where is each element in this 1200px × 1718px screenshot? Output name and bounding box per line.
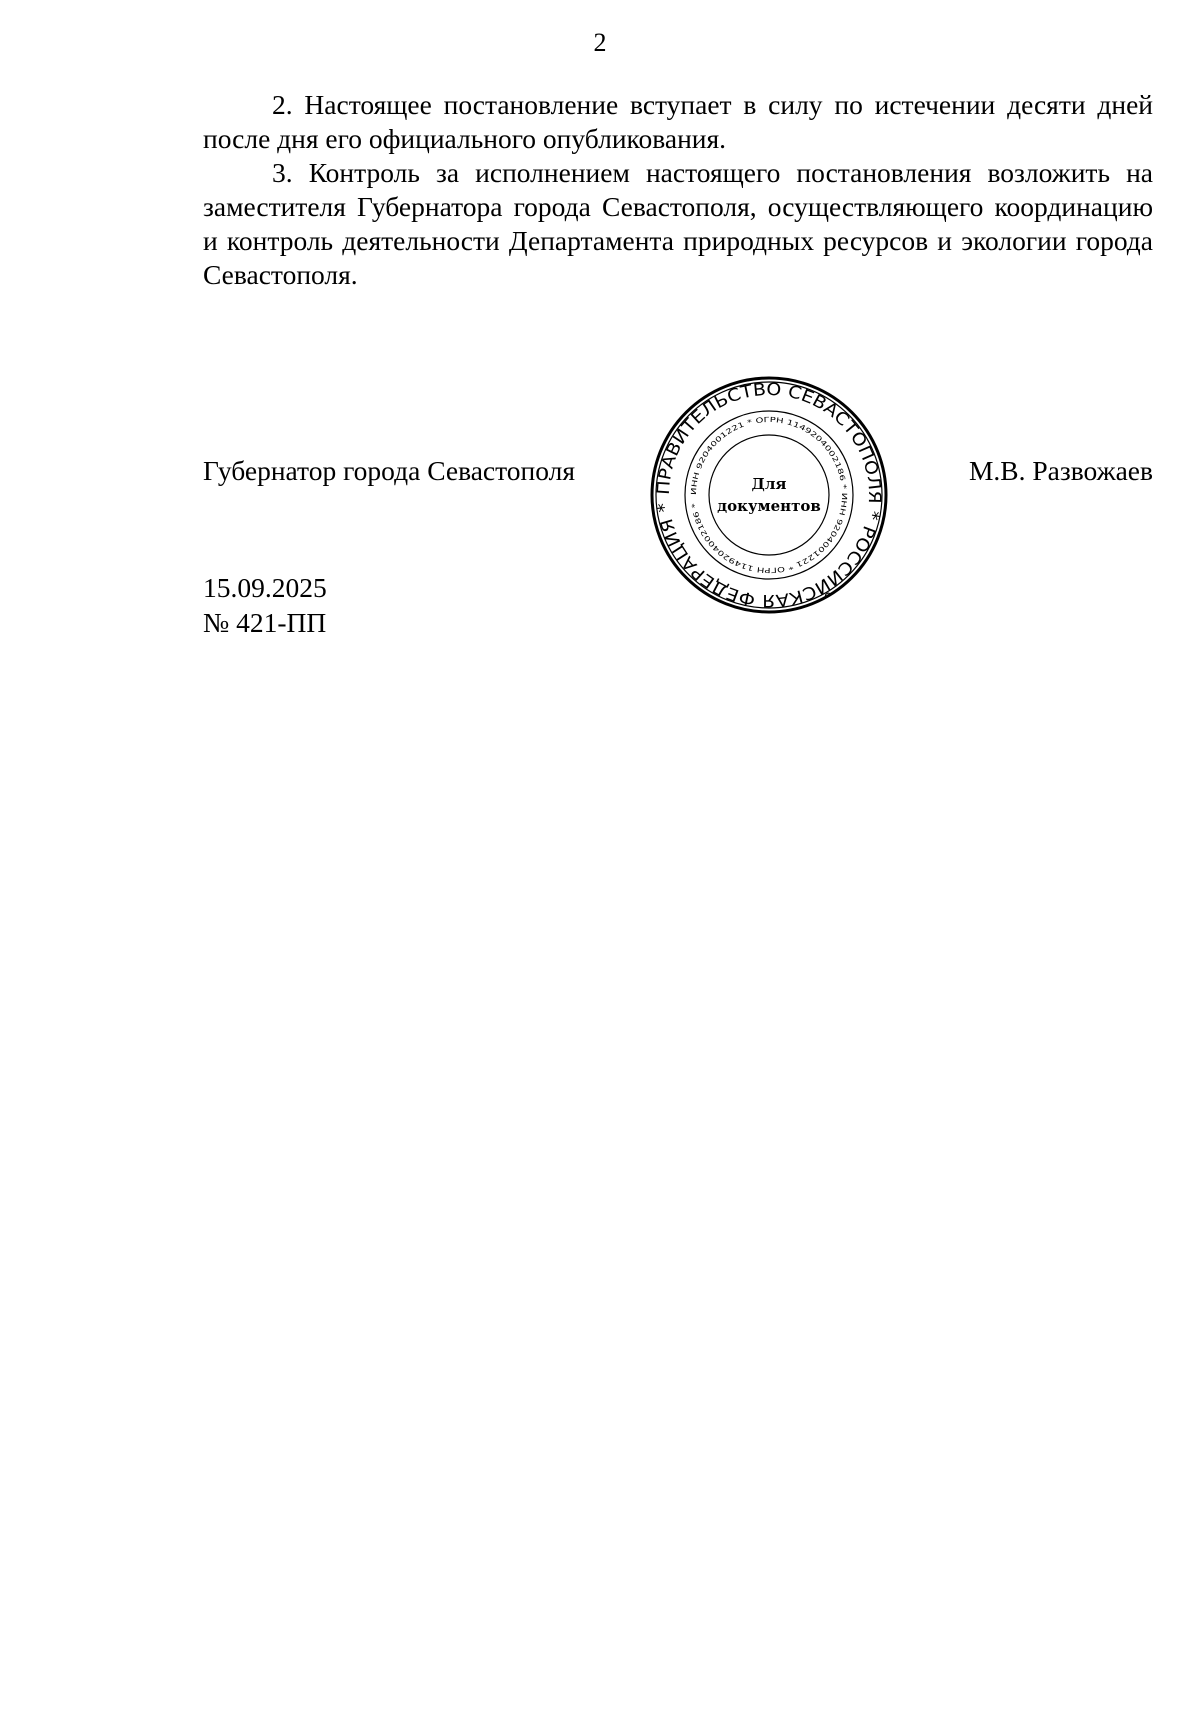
paragraph-control: 3. Контроль за исполнением настоящего постановления возложить на заместителя Губернатора города Севастополя, осуществляющего координацию и контроль деятельности Департамента природных ресурсов и экологии города Севастополя. bbox=[203, 157, 1153, 290]
page-number: 2 bbox=[593, 28, 607, 57]
document-date: 15.09.2025 bbox=[203, 572, 327, 603]
seal-outer-ring bbox=[652, 378, 886, 612]
document-number: № 421-ПП bbox=[203, 607, 327, 638]
signer-name: М.В. Развожаев bbox=[968, 455, 1153, 486]
signer-title: Губернатор города Севастополя bbox=[203, 455, 575, 486]
seal-center-line2: документов bbox=[717, 497, 821, 515]
official-seal bbox=[649, 375, 889, 615]
document-body bbox=[203, 88, 1153, 292]
seal-inner-ring bbox=[709, 435, 829, 555]
seal-inner-text: ИНН 9204001221 * ОГРН 1149204002186 * ИНН 9204001221 * ОГРН 1149204002186 * bbox=[689, 415, 849, 575]
seal-middle-ring bbox=[685, 411, 853, 579]
seal-outer-text: ПРАВИТЕЛЬСТВО СЕВАСТОПОЛЯ * РОССИЙСКАЯ ФЕДЕРАЦИЯ * bbox=[653, 379, 885, 611]
paragraph-effective-date: 2. Настоящее постановление вступает в силу по истечении десяти дней после дня его официального опубликования. bbox=[203, 89, 1153, 154]
document-meta bbox=[203, 570, 327, 640]
seal-center-line1: Для bbox=[751, 475, 787, 493]
